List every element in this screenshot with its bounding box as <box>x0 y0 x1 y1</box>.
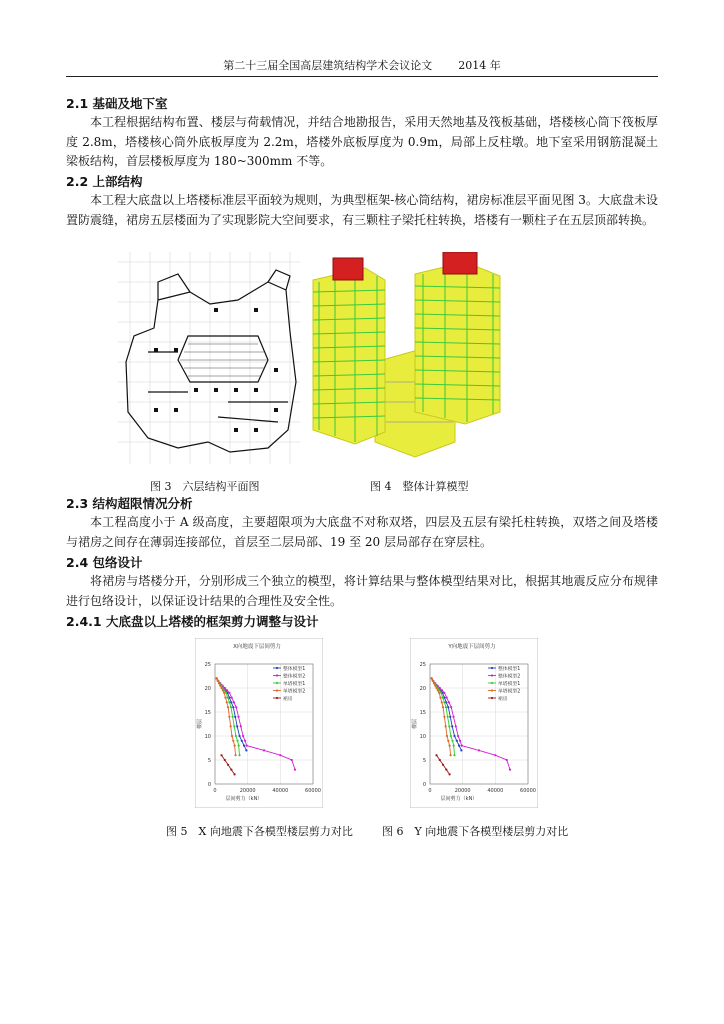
legend-label: 整体模型2 <box>498 674 521 680</box>
data-point <box>453 735 455 737</box>
data-point <box>235 735 237 737</box>
y-axis-label: 楼层 <box>412 718 418 730</box>
data-point <box>449 754 451 756</box>
data-point <box>227 764 229 766</box>
data-point <box>224 759 226 761</box>
data-point <box>478 749 480 751</box>
chart-frame <box>195 638 323 808</box>
y-tick-label: 20 <box>419 686 426 692</box>
y-tick-label: 5 <box>207 758 211 764</box>
data-point <box>232 716 234 718</box>
figure-6-caption: 图 6 Y 向地震下各模型楼层剪力对比 <box>382 825 569 838</box>
data-point <box>234 745 236 747</box>
data-point <box>240 725 242 727</box>
data-point <box>236 740 238 742</box>
legend-marker <box>276 667 278 669</box>
legend-label: 整体模型1 <box>498 666 521 672</box>
figure-4-3d-model <box>305 252 510 470</box>
figure-4-caption: 图 4 整体计算模型 <box>370 480 469 493</box>
data-point <box>230 701 232 703</box>
data-point <box>237 716 239 718</box>
section-2-1-text: 本工程根据结构布置、楼层与荷载情况，并结合地勘报告，采用天然地基及筏板基础，塔楼核心筒下筏板厚度 2.8m，塔楼核心筒外底板厚度为 2.2m，塔楼外底板厚度为 0.9m，局部上反柱墩。地下室采用钢筋混凝土梁板结构，首层楼板厚度为 180~300mm 不等。 <box>66 115 658 168</box>
data-point <box>228 701 230 703</box>
data-point <box>442 697 444 699</box>
figure-5-chart <box>195 638 323 808</box>
data-point <box>445 706 447 708</box>
chart-y-story-shear <box>410 638 538 808</box>
data-point <box>437 689 439 691</box>
legend-marker <box>491 674 493 676</box>
section-2-1-title: 2.1 基础及地下室 <box>66 96 168 111</box>
data-point <box>451 725 453 727</box>
data-point <box>434 685 436 687</box>
data-point <box>457 735 459 737</box>
x-axis-label: 层间剪力（kN） <box>225 796 263 802</box>
data-point <box>220 687 222 689</box>
data-point <box>225 692 227 694</box>
data-point <box>227 697 229 699</box>
data-point <box>230 706 232 708</box>
data-point <box>448 725 450 727</box>
data-point <box>435 754 437 756</box>
section-2-2-title: 2.2 上部结构 <box>66 174 143 189</box>
section-2-3-text: 本工程高度小于 A 级高度，主要超限项为大底盘不对称双塔，四层及五层有梁托柱转换，双塔之间及塔楼与裙房之间存在薄弱连接部位，首层至二层局部、19 至 20 层局部存在穿层柱。 <box>66 515 658 549</box>
data-point <box>231 697 233 699</box>
data-point <box>452 716 454 718</box>
data-point <box>447 706 449 708</box>
data-point <box>443 692 445 694</box>
y-tick-label: 15 <box>419 710 426 716</box>
legend-label: 单塔模型1 <box>283 681 306 687</box>
data-point <box>232 706 234 708</box>
chart-frame <box>410 638 538 808</box>
data-point <box>220 754 222 756</box>
data-point <box>231 735 233 737</box>
section-2-3-title: 2.3 结构超限情况分析 <box>66 496 193 511</box>
data-point <box>439 759 441 761</box>
data-point <box>447 740 449 742</box>
data-point <box>442 706 444 708</box>
data-point <box>456 740 458 742</box>
data-point <box>440 692 442 694</box>
x-tick-label: 20000 <box>239 788 256 794</box>
header-year: 2014 年 <box>458 59 501 72</box>
legend-marker <box>491 697 493 699</box>
data-point <box>226 701 228 703</box>
data-point <box>217 680 219 682</box>
y-tick-label: 25 <box>204 662 211 668</box>
data-point <box>446 697 448 699</box>
figure-6-chart <box>410 638 538 808</box>
data-point <box>449 773 451 775</box>
data-point <box>450 706 452 708</box>
data-point <box>449 716 451 718</box>
data-point <box>459 740 461 742</box>
data-point <box>443 716 445 718</box>
data-point <box>441 701 443 703</box>
x-tick-label: 40000 <box>272 788 289 794</box>
data-point <box>509 769 511 771</box>
data-point <box>441 689 443 691</box>
y-tick-label: 20 <box>204 686 211 692</box>
data-point <box>461 745 463 747</box>
legend-marker <box>276 689 278 691</box>
legend-label: 单塔模型2 <box>283 689 306 695</box>
data-point <box>233 725 235 727</box>
data-point <box>445 701 447 703</box>
section-2-4-title: 2.4 包络设计 <box>66 555 143 570</box>
section-2-4-1-title: 2.4.1 大底盘以上塔楼的框架剪力调整与设计 <box>66 614 319 629</box>
data-point <box>453 745 455 747</box>
x-axis-label: 层间剪力（kN） <box>440 796 478 802</box>
y-tick-label: 15 <box>204 710 211 716</box>
y-tick-label: 0 <box>207 782 211 788</box>
data-point <box>439 697 441 699</box>
data-point <box>433 682 435 684</box>
x-tick-label: 60000 <box>305 788 321 794</box>
data-point <box>241 740 243 742</box>
data-point <box>445 725 447 727</box>
data-point <box>245 749 247 751</box>
data-point <box>218 682 220 684</box>
data-point <box>450 735 452 737</box>
data-point <box>446 735 448 737</box>
data-point <box>294 769 296 771</box>
y-tick-label: 0 <box>422 782 426 788</box>
data-point <box>445 769 447 771</box>
data-point <box>455 725 457 727</box>
legend-marker <box>491 667 493 669</box>
data-point <box>506 759 508 761</box>
data-point <box>238 745 240 747</box>
y-axis-label: 楼层 <box>197 718 203 730</box>
legend-label: 整体模型2 <box>283 674 306 680</box>
data-point <box>233 701 235 703</box>
data-point <box>291 759 293 761</box>
y-tick-label: 10 <box>419 734 426 740</box>
legend-label: 裙房 <box>283 696 293 702</box>
data-point <box>238 735 240 737</box>
legend-label: 裙房 <box>498 696 508 702</box>
figure-3-caption: 图 3 六层结构平面图 <box>150 480 260 493</box>
header-conference: 第二十三届全国高层建筑结构学术会议论文 <box>223 59 433 72</box>
data-point <box>458 745 460 747</box>
data-point <box>453 754 455 756</box>
data-point <box>216 677 218 679</box>
data-point <box>443 701 445 703</box>
data-point <box>232 740 234 742</box>
data-point <box>448 701 450 703</box>
data-point <box>226 689 228 691</box>
data-point <box>432 680 434 682</box>
data-point <box>449 745 451 747</box>
data-point <box>224 697 226 699</box>
data-point <box>219 685 221 687</box>
x-tick-label: 0 <box>428 788 432 794</box>
data-point <box>236 725 238 727</box>
chart-title: X向地震下层间剪力 <box>233 644 281 650</box>
data-point <box>228 716 230 718</box>
x-tick-label: 60000 <box>520 788 536 794</box>
legend-marker <box>276 674 278 676</box>
data-point <box>243 745 245 747</box>
legend-marker <box>491 682 493 684</box>
chart-x-story-shear <box>195 638 323 808</box>
legend-label: 整体模型1 <box>283 666 306 672</box>
legend-marker <box>276 697 278 699</box>
legend-label: 单塔模型2 <box>498 689 521 695</box>
x-tick-label: 20000 <box>454 788 471 794</box>
data-point <box>244 740 246 742</box>
y-tick-label: 5 <box>422 758 426 764</box>
legend-label: 单塔模型1 <box>498 681 521 687</box>
data-point <box>234 716 236 718</box>
data-point <box>228 692 230 694</box>
data-point <box>435 687 437 689</box>
figure-3-floor-plan <box>118 252 300 464</box>
legend-marker <box>491 689 493 691</box>
data-point <box>494 754 496 756</box>
data-point <box>234 754 236 756</box>
data-point <box>227 706 229 708</box>
data-point <box>246 745 248 747</box>
data-point <box>242 735 244 737</box>
data-point <box>431 677 433 679</box>
data-point <box>230 769 232 771</box>
chart-title: Y向地震下层间剪力 <box>448 644 496 650</box>
x-tick-label: 0 <box>213 788 217 794</box>
data-point <box>235 706 237 708</box>
data-point <box>279 754 281 756</box>
data-point <box>438 692 440 694</box>
data-point <box>447 716 449 718</box>
y-tick-label: 10 <box>204 734 211 740</box>
data-point <box>442 764 444 766</box>
data-point <box>263 749 265 751</box>
data-point <box>460 749 462 751</box>
data-point <box>234 773 236 775</box>
data-point <box>238 754 240 756</box>
data-point <box>451 740 453 742</box>
figure-5-caption: 图 5 X 向地震下各模型楼层剪力对比 <box>166 825 353 838</box>
data-point <box>439 687 441 689</box>
data-point <box>230 725 232 727</box>
data-point <box>223 692 225 694</box>
running-header <box>66 57 658 77</box>
data-point <box>222 689 224 691</box>
section-2-2-text: 本工程大底盘以上塔楼标准层平面较为规则，为典型框架-核心筒结构，裙房标准层平面见图 3。大底盘未设置防震缝，裙房五层楼面为了实现影院大空间要求，有三颗柱子梁托柱转换，塔楼有一颗柱子在五层顶部转换。 <box>66 193 658 227</box>
section-2-4-text: 将裙房与塔楼分开，分别形成三个独立的模型，将计算结果与整体模型结果对比，根据其地震反应分布规律进行包络设计，以保证设计结果的合理性及安全性。 <box>66 574 658 608</box>
x-tick-label: 40000 <box>487 788 504 794</box>
y-tick-label: 25 <box>419 662 426 668</box>
legend-marker <box>276 682 278 684</box>
data-point <box>224 687 226 689</box>
